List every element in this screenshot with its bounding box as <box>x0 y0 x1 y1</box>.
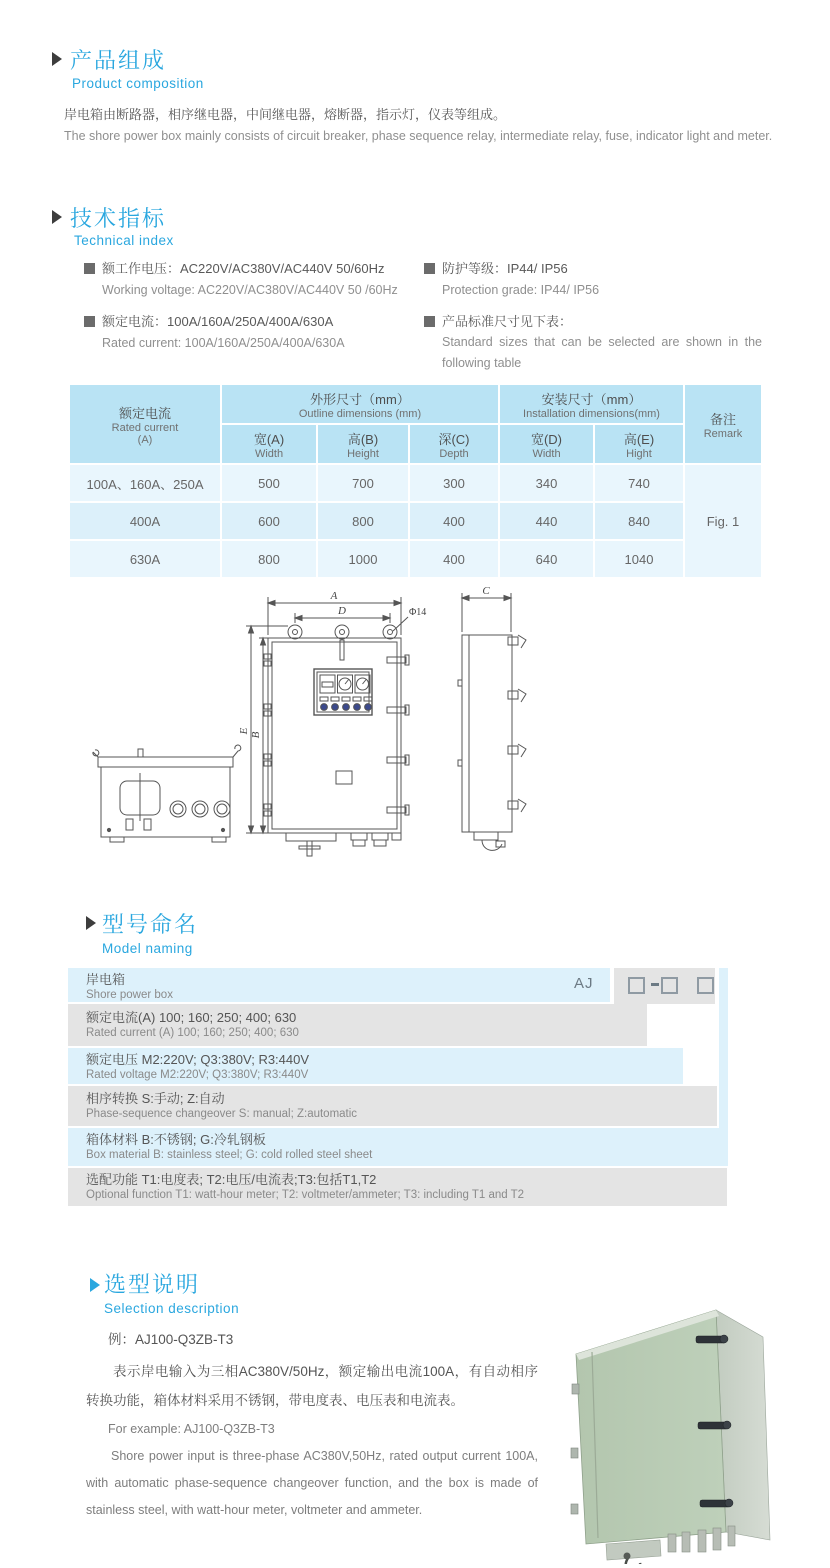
bullet-square-icon <box>84 263 95 274</box>
spec-working-voltage-en: Working voltage: AC220V/AC380V/AC440V 50 /60Hz <box>102 283 398 297</box>
cell-value: 1000 <box>318 541 408 577</box>
selection-title-cn: 选型说明 <box>104 1272 201 1297</box>
section-arrow-icon <box>52 210 62 224</box>
naming-row-phase-changeover: 相序转换 S:手动; Z:自动 Phase-sequence changeover S: manual; Z:automatic <box>68 1086 717 1126</box>
col-header-install: 安装尺寸（mm） Installation dimensions(mm) <box>500 385 683 423</box>
naming-row-shore-power-box: 岸电箱 Shore power box <box>68 968 610 1002</box>
selection-body-en: Shore power input is three-phase AC380V,50Hz, rated output current 100A, with automatic phase-sequence changeover function, and the box is made of stainless steel, with watt-hour meter, voltmeter and ammeter. <box>86 1449 538 1517</box>
sub-header-height-b: 高(B) Height <box>318 425 408 463</box>
section-arrow-icon <box>52 52 62 66</box>
selection-example-cn: 例：AJ100-Q3ZB-T3 <box>108 1332 234 1347</box>
bullet-square-icon <box>84 316 95 327</box>
cell-value: 600 <box>222 503 316 539</box>
composition-title-cn: 产品组成 <box>70 48 167 73</box>
size-table <box>68 383 763 579</box>
col-header-outline: 外形尺寸（mm） Outline dimensions (mm) <box>222 385 498 423</box>
cell-value: 400 <box>410 541 498 577</box>
spec-standard-size-cn: 产品标准尺寸见下表： <box>424 311 572 330</box>
cell-value: 640 <box>500 541 593 577</box>
cell-current: 400A <box>70 503 220 539</box>
cell-current: 630A <box>70 541 220 577</box>
dim-label-b: B <box>250 731 262 739</box>
selection-title-en: Selection description <box>104 1301 240 1316</box>
cell-value: 440 <box>500 503 593 539</box>
spec-rated-current-en: Rated current: 100A/160A/250A/400A/630A <box>102 336 345 350</box>
cell-value: 400 <box>410 503 498 539</box>
hole-label: Φ14 <box>409 607 427 618</box>
table-row <box>70 503 761 539</box>
technical-title-cn: 技术指标 <box>70 206 167 231</box>
code-prefix-aj: AJ <box>574 975 594 992</box>
dim-label-a: A <box>330 590 338 602</box>
code-dash-icon <box>651 983 659 986</box>
dim-label-c: C <box>482 585 490 597</box>
dim-label-d: D <box>338 605 346 617</box>
naming-title-cn: 型号命名 <box>102 912 199 937</box>
sub-header-width-a: 宽(A) Width <box>222 425 316 463</box>
sub-header-depth-c: 深(C) Depth <box>410 425 498 463</box>
naming-row-rated-voltage: 额定电压 M2:220V; Q3:380V; R3:440V Rated voltage M2:220V; Q3:380V; R3:440V <box>68 1048 683 1084</box>
composition-title-en: Product composition <box>72 76 204 91</box>
cell-current: 100A、160A、250A <box>70 465 220 501</box>
col-header-remark: 备注 Remark <box>685 385 761 463</box>
table-row <box>70 465 761 501</box>
cell-value: 500 <box>222 465 316 501</box>
cell-value: 800 <box>222 541 316 577</box>
code-placeholder-box-icon <box>661 977 678 994</box>
naming-title-en: Model naming <box>102 941 193 956</box>
bullet-square-icon <box>424 263 435 274</box>
spec-protection-grade-cn: 防护等级：IP44/ IP56 <box>424 258 568 277</box>
spec-working-voltage-cn: 额工作电压：AC220V/AC380V/AC440V 50/60Hz <box>84 258 385 277</box>
cell-remark: Fig. 1 <box>685 465 761 577</box>
naming-row-box-material: 箱体材料 B:不锈钢; G:冷轧钢板 Box material B: stainless steel; G: cold rolled steel sheet <box>68 1128 728 1166</box>
cell-value: 340 <box>500 465 593 501</box>
table-row <box>70 541 761 577</box>
section-arrow-icon <box>90 1278 100 1292</box>
outline-drawing <box>78 585 768 880</box>
cell-value: 840 <box>595 503 683 539</box>
selection-text-block <box>86 1328 538 1524</box>
composition-body-cn: 岸电箱由断路器，相序继电器，中间继电器，熔断器，指示灯，仪表等组成。 <box>64 107 507 122</box>
cell-value: 700 <box>318 465 408 501</box>
composition-body-en: The shore power box mainly consists of circuit breaker, phase sequence relay, intermediate relay, fuse, indicator light and meter. <box>64 129 773 143</box>
cell-value: 740 <box>595 465 683 501</box>
cell-value: 1040 <box>595 541 683 577</box>
selection-body-cn: 表示岸电输入为三相AC380V/50Hz，额定输出电流100A，有自动相序转换功能，箱体材料采用不锈钢，带电度表、电压表和电流表。 <box>86 1364 538 1408</box>
naming-row-rated-current: 额定电流(A) 100; 160; 250; 400; 630 Rated current (A) 100; 160; 250; 400; 630 <box>68 1004 647 1046</box>
section-arrow-icon <box>86 916 96 930</box>
selection-example-en: For example: AJ100-Q3ZB-T3 <box>108 1422 275 1436</box>
sub-header-height-e: 高(E) Hight <box>595 425 683 463</box>
col-header-rated-current: 额定电流 Rated current (A) <box>70 385 220 463</box>
bullet-square-icon <box>424 316 435 327</box>
model-naming-diagram <box>68 968 763 1208</box>
spec-rated-current-cn: 额定电流：100A/160A/250A/400A/630A <box>84 311 333 330</box>
code-placeholder-box-icon <box>697 977 714 994</box>
product-photo <box>548 1292 810 1564</box>
dim-label-e: E <box>238 727 250 735</box>
cell-value: 800 <box>318 503 408 539</box>
technical-title-en: Technical index <box>74 233 174 248</box>
spec-protection-grade-en: Protection grade: IP44/ IP56 <box>442 283 600 297</box>
spec-standard-size-en: Standard sizes that can be selected are shown in the following table <box>442 335 762 370</box>
naming-row-optional-function: 选配功能 T1:电度表; T2:电压/电流表;T3:包括T1,T2 Optional function T1: watt-hour meter; T2: voltmeter/ammeter; T3: including T1 and T2 <box>68 1168 727 1206</box>
cell-value: 300 <box>410 465 498 501</box>
sub-header-width-d: 宽(D) Width <box>500 425 593 463</box>
code-placeholder-box-icon <box>628 977 645 994</box>
